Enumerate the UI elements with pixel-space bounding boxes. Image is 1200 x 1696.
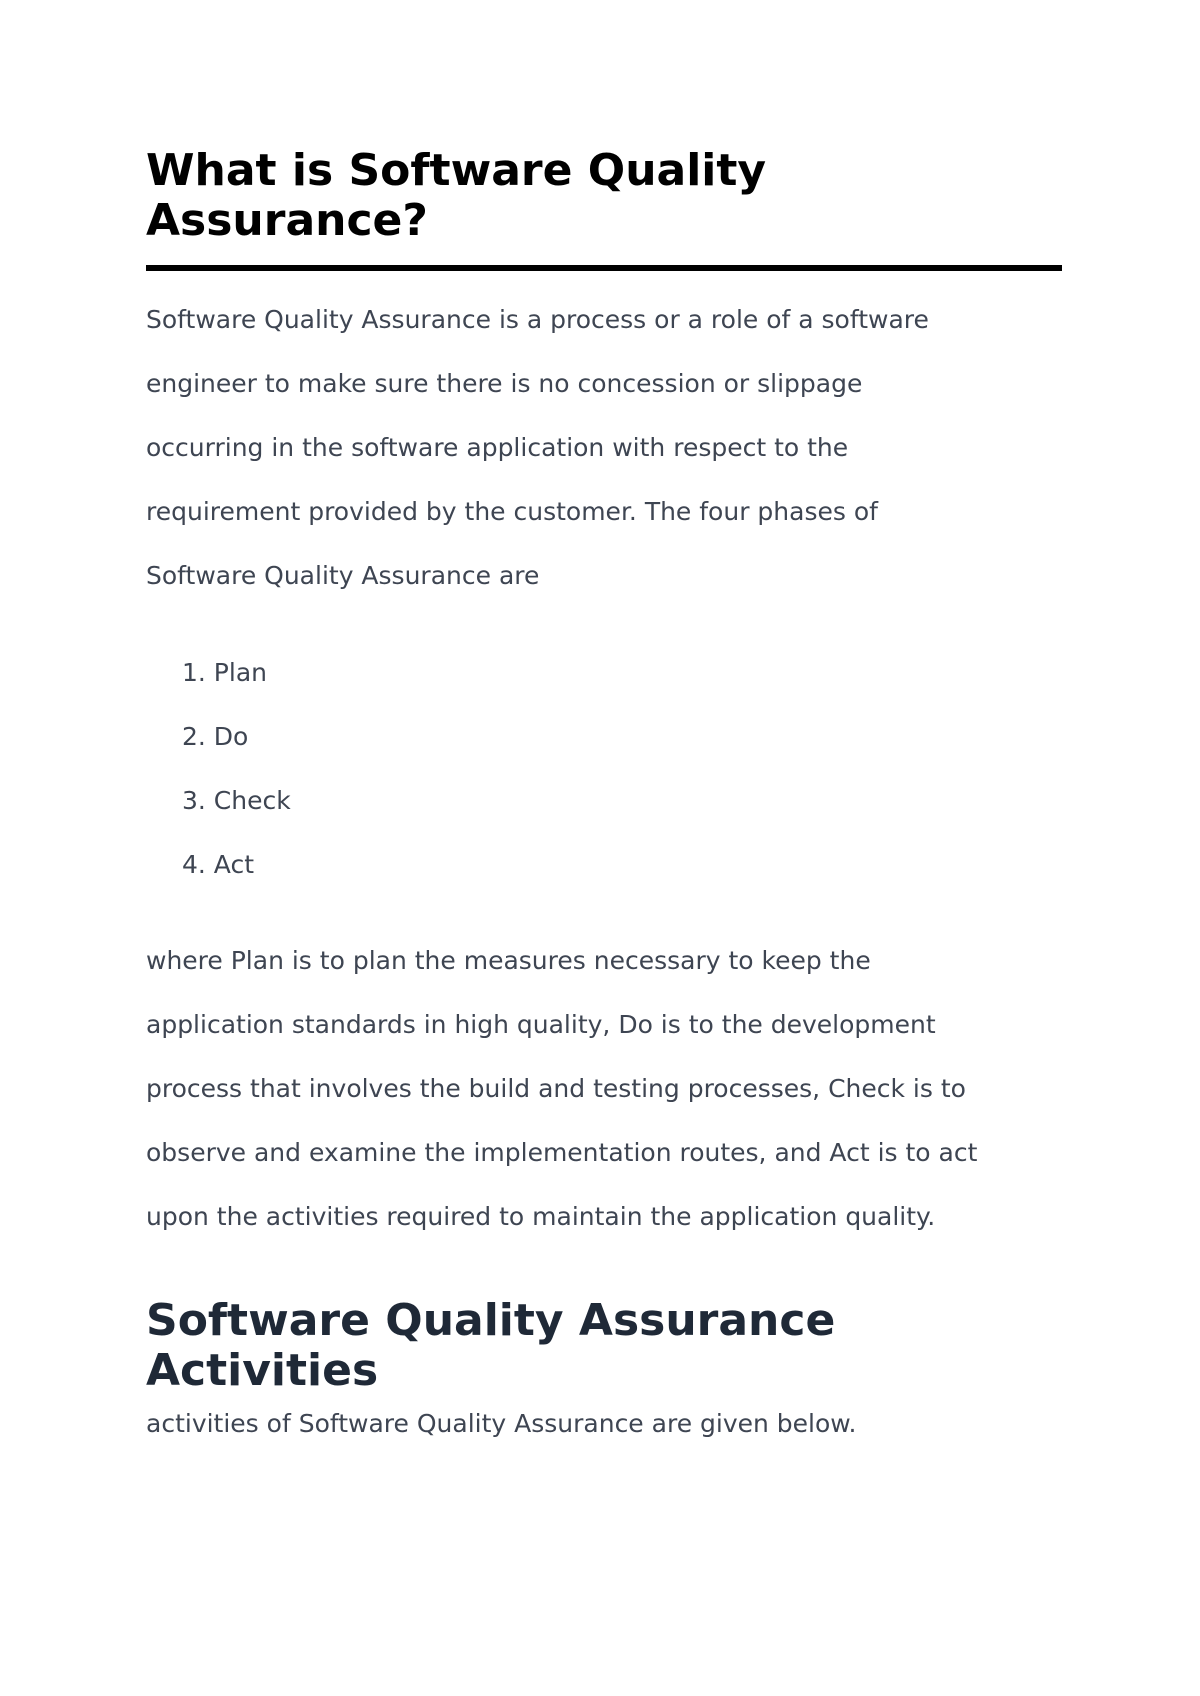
intro-line: requirement provided by the customer. The four phases of <box>146 497 878 526</box>
phase-item-plan: 1. Plan <box>182 658 267 687</box>
phases-list <box>182 641 291 897</box>
explanation-paragraph <box>146 929 1062 1249</box>
activities-heading <box>146 1296 1062 1396</box>
explanation-line: upon the activities required to maintain the application quality. <box>146 1202 936 1231</box>
activities-heading-line-2: Activities <box>146 1345 379 1396</box>
explanation-line: observe and examine the implementation routes, and Act is to act <box>146 1138 978 1167</box>
activities-intro-text: activities of Software Quality Assurance are given below. <box>146 1409 857 1438</box>
intro-line: engineer to make sure there is no concession or slippage <box>146 369 863 398</box>
phase-item-do: 2. Do <box>182 722 249 751</box>
explanation-line: where Plan is to plan the measures necessary to keep the <box>146 946 871 975</box>
intro-line: Software Quality Assurance are <box>146 561 540 590</box>
phase-item-check: 3. Check <box>182 786 291 815</box>
page-title-line-1: What is Software Quality <box>146 145 767 196</box>
title-divider <box>146 265 1062 271</box>
activities-heading-line-1: Software Quality Assurance <box>146 1295 836 1346</box>
phase-item-act: 4. Act <box>182 850 255 879</box>
page-title-line-2: Assurance? <box>146 195 428 246</box>
explanation-line: process that involves the build and testing processes, Check is to <box>146 1074 966 1103</box>
intro-line: occurring in the software application with respect to the <box>146 433 849 462</box>
intro-paragraph <box>146 288 1062 608</box>
page-title <box>146 146 1062 246</box>
intro-line: Software Quality Assurance is a process or a role of a software <box>146 305 929 334</box>
explanation-line: application standards in high quality, Do is to the development <box>146 1010 936 1039</box>
